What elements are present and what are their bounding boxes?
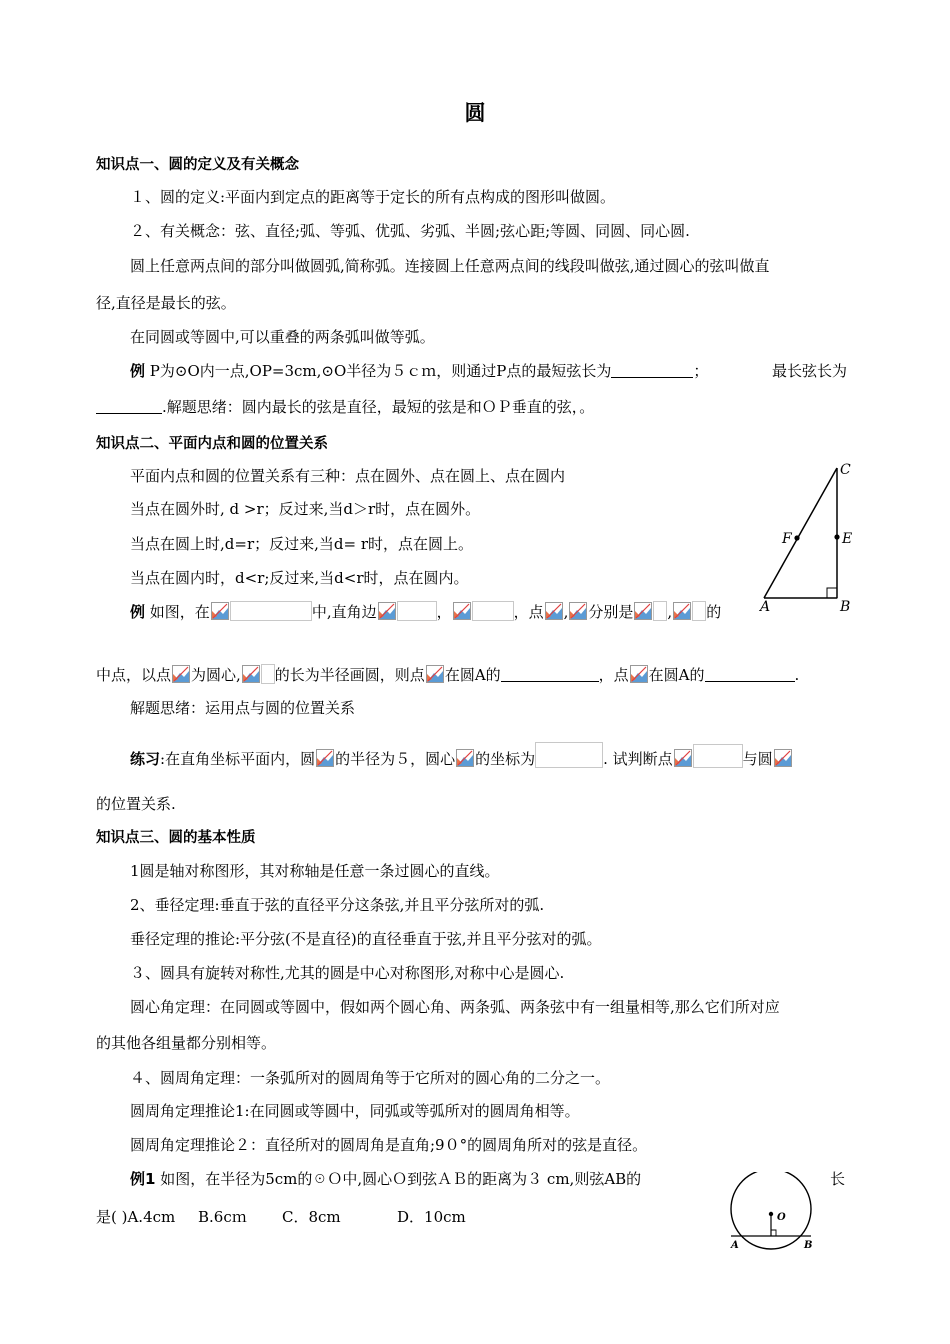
image-placeholder-icon <box>630 665 648 683</box>
option-a[interactable]: 是( )A.4cm <box>96 1208 176 1226</box>
definition-text: １、圆的定义:平面内到定点的距离等于定长的所有点构成的图形叫做圆。 <box>130 188 616 206</box>
section1-heading: 知识点一、圆的定义及有关概念 <box>96 157 299 173</box>
practice-line-2: 的位置关系. <box>96 795 176 813</box>
option-b[interactable]: B.6cｍ <box>198 1208 247 1226</box>
point-e-dot <box>834 534 839 539</box>
image-placeholder-icon <box>211 602 229 620</box>
answer-blank-point-2[interactable] <box>705 667 795 682</box>
outside-text: 当点在圆外时, d >r；反过来,当d＞r时，点在圆外。 <box>130 500 481 518</box>
concepts-text: ２、有关概念：弦、直径;弧、等弧、优弧、劣弧、半圆;弦心距;等圆、同圆、同心圆. <box>130 222 690 240</box>
label-a: A <box>760 599 771 614</box>
image-placeholder-icon <box>674 749 692 767</box>
right-angle-mark <box>771 1230 776 1236</box>
inscribed-corollary-2: 圆周角定理推论２：直径所对的圆周角是直角;9０°的圆周角所对的弦是直径。 <box>130 1136 648 1154</box>
position-relations-text: 平面内点和圆的位置关系有三种：点在圆外、点在圆上、点在圆内 <box>130 467 566 485</box>
option-d[interactable]: D．10cm <box>397 1208 466 1226</box>
example2-line-2: 中点，以点 为圆心, 的长为半径画圆，则点 在圆A的 ，点 在圆A的 . <box>96 666 800 684</box>
section2-heading: 知识点二、平面内点和圆的位置关系 <box>96 436 328 452</box>
image-placeholder-icon <box>453 602 471 620</box>
theorem-corollary: 垂径定理的推论:平分弦(不是直径)的直径垂直于弦,并且平分弦对的弧。 <box>130 930 602 948</box>
practice-label: 练习 <box>130 750 161 768</box>
label-f: F <box>782 531 792 547</box>
central-angle-theorem: 圆心角定理：在同圆或等圆中，假如两个圆心角、两条弧、两条弦中有一组量相等,那么它们所对应 <box>130 998 780 1016</box>
example-line-2: .解题思绪：圆内最长的弦是直径，最短的弦是和ＯＰ垂直的弦，。 <box>96 396 594 417</box>
inside-text: 当点在圆内时，d<r;反过来,当d<r时，点在圆内。 <box>130 569 469 587</box>
answer-blank-point-1[interactable] <box>501 667 599 682</box>
image-placeholder-icon <box>242 665 260 683</box>
inscribed-corollary-1: 圆周角定理推论1:在同圆或等圆中，同弧或等弧所对的圆周角相等。 <box>130 1102 580 1120</box>
label-b: B <box>804 1240 813 1251</box>
image-placeholder-icon <box>673 602 691 620</box>
image-placeholder-icon <box>569 602 587 620</box>
example-line: 例 P为⊙O内一点,OP=3cm,⊙O半径为５ｃｍ，则通过P点的最短弦长为 ； <box>130 362 709 380</box>
label-b: B <box>840 599 851 614</box>
image-box <box>230 601 312 621</box>
image-placeholder-icon <box>634 602 652 620</box>
practice-line: 练习:在直角坐标平面内，圆 的半径为５，圆心 的坐标为 . 试判断点 与圆 <box>130 742 793 769</box>
image-box <box>692 601 706 621</box>
inscribed-angle-theorem: ４、圆周角定理：一条弧所对的圆周角等于它所对的圆心角的二分之一。 <box>130 1069 611 1087</box>
section3-heading: 知识点三、圆的基本性质 <box>96 830 256 846</box>
example3-line: 例1 如图，在半径为5cm的☉Ｏ中,圆心Ｏ到弦ＡＢ的距离为３ cm,则弦AB的 <box>130 1170 642 1188</box>
label-c: C <box>840 462 851 478</box>
image-box <box>472 601 514 621</box>
example-label: 例1 <box>130 1170 156 1188</box>
image-placeholder-icon <box>316 749 334 767</box>
label-o: O <box>777 1212 786 1223</box>
image-box <box>261 664 275 684</box>
longest-chord-label: 最长弦长为 <box>772 362 848 380</box>
thinking-text: 解题思绪：运用点与圆的位置关系 <box>130 699 356 717</box>
example-label: 例 <box>130 362 146 380</box>
circle-chord-figure <box>722 1172 826 1254</box>
right-angle-mark <box>827 588 837 598</box>
example3-long: 长 <box>830 1170 846 1188</box>
image-box <box>693 744 743 768</box>
axis-symmetry-text: 1圆是轴对称图形，其对称轴是任意一条过圆心的直线。 <box>130 862 500 880</box>
image-placeholder-icon <box>456 749 474 767</box>
image-placeholder-icon <box>426 665 444 683</box>
right-triangle-figure <box>752 456 862 614</box>
option-c[interactable]: C．8cm <box>282 1208 341 1226</box>
side-ac <box>764 468 837 598</box>
arc-chord-text: 圆上任意两点间的部分叫做圆弧,简称弧。连接圆上任意两点间的线段叫做弦,通过圆心的弦叫做直 <box>130 257 770 275</box>
central-angle-theorem-cont: 的其他各组量都分别相等。 <box>96 1034 277 1052</box>
perpendicular-diameter-theorem: 2、垂径定理:垂直于弦的直径平分这条弦,并且平分弦所对的弧. <box>130 896 545 914</box>
answer-blank-longest[interactable] <box>96 399 162 414</box>
image-box <box>653 601 667 621</box>
image-box <box>397 601 437 621</box>
center-dot <box>769 1212 773 1216</box>
circle-outline <box>731 1172 811 1249</box>
image-placeholder-icon <box>545 602 563 620</box>
label-a: A <box>731 1240 739 1251</box>
page-title: 圆 <box>464 101 486 125</box>
rotation-symmetry-text: ３、圆具有旋转对称性,尤其的圆是中心对称图形,对称中心是圆心. <box>130 964 565 982</box>
image-placeholder-icon <box>378 602 396 620</box>
equal-arc-text: 在同圆或等圆中,可以重叠的两条弧叫做等弧。 <box>130 328 435 346</box>
on-circle-text: 当点在圆上时,d=r；反过来,当d= r时，点在圆上。 <box>130 535 473 553</box>
image-placeholder-icon <box>774 749 792 767</box>
arc-chord-text-cont: 径,直径是最长的弦。 <box>96 294 236 312</box>
image-box <box>535 742 603 768</box>
example-label: 例 <box>130 603 146 621</box>
label-e: E <box>842 531 853 547</box>
image-placeholder-icon <box>172 665 190 683</box>
example2-line: 例 如图，在 中,直角边 ， ，点 , 分别是 , 的 <box>130 603 722 621</box>
point-f-dot <box>794 535 799 540</box>
answer-blank-shortest[interactable] <box>611 363 693 378</box>
